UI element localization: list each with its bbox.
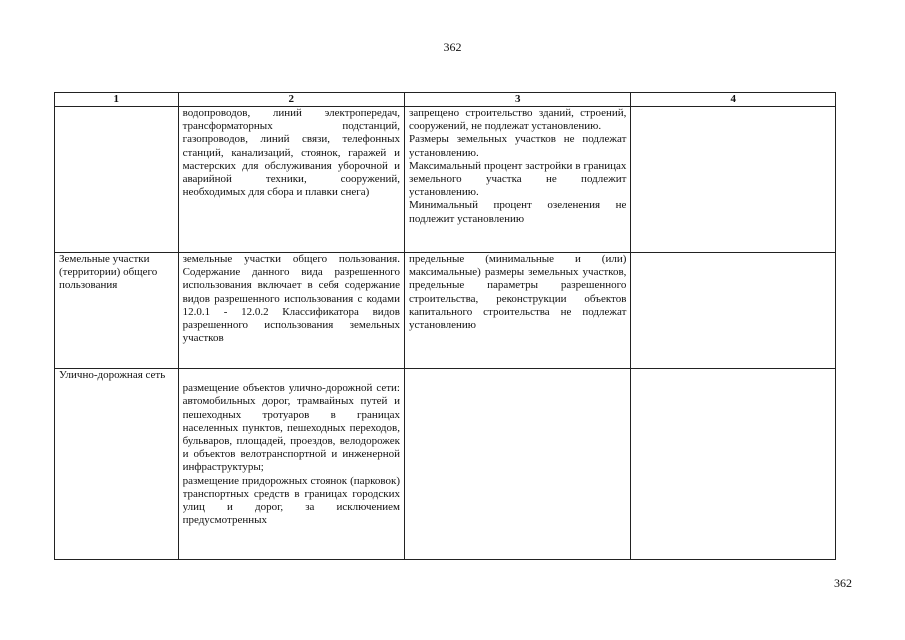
page-number-top: 362 — [443, 40, 462, 54]
page-number-bottom: 362 — [834, 576, 852, 590]
row-2-col-1: Земельные участки (территории) общего пользования — [55, 253, 179, 369]
row-3-col-1: Улично-дорожная сеть — [55, 369, 179, 560]
row-2-col-3: предельные (минимальные и (или) максимальные) размеры земельных участков, предельные параметры разрешенного строительства, реконструкции объектов капитального строительства не подлежат установлению — [404, 253, 630, 369]
row-1-col-3: запрещено строительство зданий, строений, сооружений, не подлежат установлению. Размеры земельных участков не подлежат установлению. Максимальный процент застройки в границах земельного участка не подлежит установлению. Минимальный процент озеленения не подлежит установлению — [404, 107, 630, 253]
row-3-col-4 — [631, 369, 836, 560]
row-3-col-3 — [404, 369, 630, 560]
table-row — [55, 107, 836, 253]
column-header-1: 1 — [55, 93, 179, 107]
table-row — [55, 253, 836, 369]
row-3-col-2-text: размещение объектов улично-дорожной сети: автомобильных дорог, трамвайных путей и пешеходных тротуаров в границах населенных пунктов, пешеходных переходов, бульваров, площадей, проездов, велодорожек и объектов велотранспортной и инженерной инфраструктуры; размещение придорожных стоянок (парковок) транспортных средств в границах городских улиц и дорог, за исключением предусмотренных — [182, 382, 400, 527]
row-1-col-2: водопроводов, линий электропередач, трансформаторных подстанций, газопроводов, линий связи, телефонных станций, канализаций, стоянок, гаражей и мастерских для обслуживания уборочной и аварийной техники, сооружений, необходимых для сбора и плавки снега) — [178, 107, 404, 253]
column-header-3: 3 — [404, 93, 630, 107]
column-header-4: 4 — [631, 93, 836, 107]
row-1-col-4 — [631, 107, 836, 253]
row-2-col-4 — [631, 253, 836, 369]
column-header-2: 2 — [178, 93, 404, 107]
document-table — [54, 92, 836, 560]
row-1-col-1 — [55, 107, 179, 253]
row-3-col-2 — [178, 369, 404, 560]
row-2-col-2: земельные участки общего пользования. Содержание данного вида разрешенного использования включает в себя содержание видов разрешенного использования с кодами 12.0.1 - 12.0.2 Классификатора видов разрешенного использования земельных участков — [178, 253, 404, 369]
table-header-row — [55, 93, 836, 107]
table-row — [55, 369, 836, 560]
